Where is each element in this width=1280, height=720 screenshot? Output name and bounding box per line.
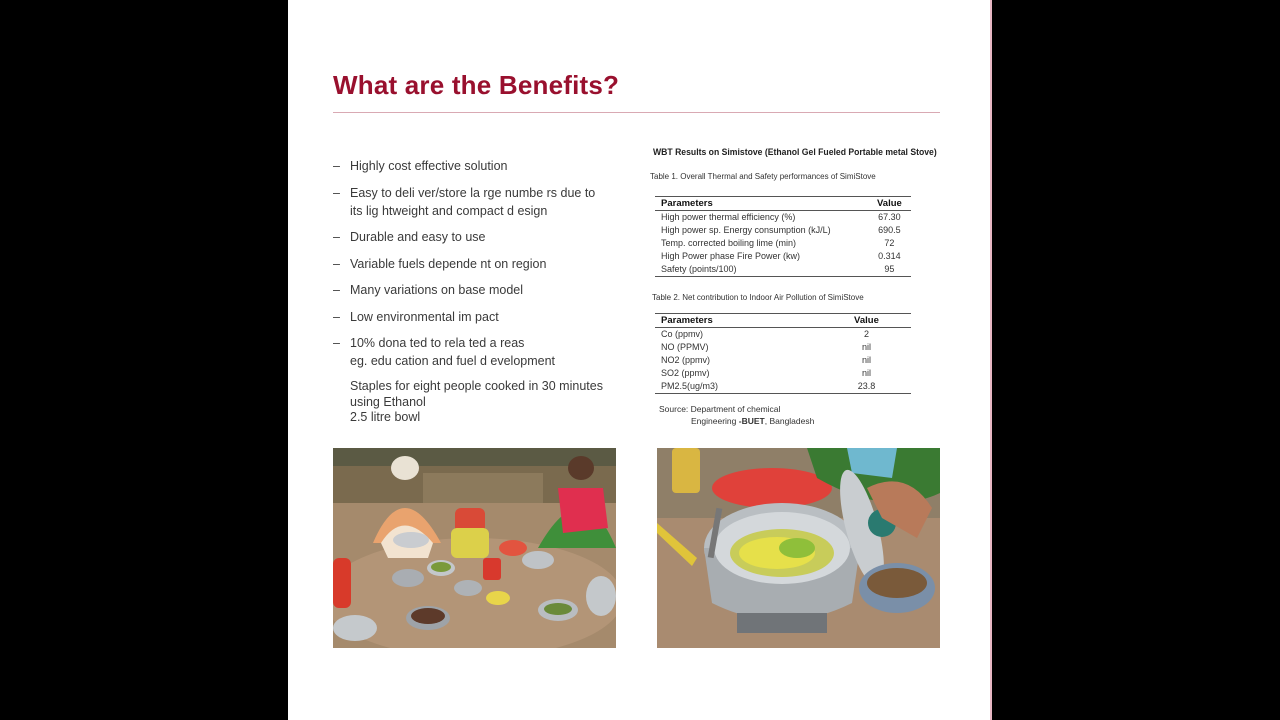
parameter-cell: SO2 (ppmv) bbox=[661, 368, 710, 378]
bullet-text: Highly cost effective solution bbox=[350, 159, 508, 173]
list-item bbox=[333, 308, 623, 326]
value-cell: nil bbox=[861, 342, 871, 352]
table-row bbox=[655, 367, 911, 380]
table-row bbox=[655, 354, 911, 367]
bullet-dash: – bbox=[333, 256, 340, 271]
bullet-text: Durable and easy to use bbox=[350, 230, 486, 244]
parameter-cell: High power sp. Energy consumption (kJ/L) bbox=[661, 225, 831, 235]
cooking-note bbox=[350, 379, 603, 426]
parameter-cell: High Power phase Fire Power (kw) bbox=[661, 251, 801, 261]
bullet-text-continued: its lig htweight and compact d esign bbox=[350, 203, 548, 218]
parameter-cell: Temp. corrected boiling lime (min) bbox=[661, 238, 797, 248]
bullet-text: 10% dona ted to rela ted a reas bbox=[350, 336, 525, 350]
table-row bbox=[655, 237, 911, 250]
bullet-dash: – bbox=[333, 283, 340, 297]
parameter-cell: PM2.5(ug/m3) bbox=[661, 381, 719, 391]
bullet-text: Low environmental im pact bbox=[350, 309, 499, 324]
air-pollution-table bbox=[655, 313, 911, 394]
value-cell: nil bbox=[861, 355, 871, 365]
table-row bbox=[655, 224, 911, 237]
bullet-dash: – bbox=[333, 309, 340, 324]
source-dept: Engineering bbox=[691, 416, 739, 426]
parameter-cell: Co (ppmv) bbox=[661, 329, 704, 339]
value-cell: 23.8 bbox=[857, 381, 876, 391]
table-row bbox=[655, 263, 911, 277]
value-cell: 72 bbox=[884, 238, 895, 248]
cooking-group-photo bbox=[333, 448, 616, 648]
column-header: Value bbox=[854, 315, 879, 326]
note-line: 2.5 litre bowl bbox=[350, 410, 421, 424]
note-line: using Ethanol bbox=[350, 394, 426, 409]
wbt-results-title: WBT Results on Simistove (Ethanol Gel Fueled Portable metal Stove) bbox=[653, 147, 937, 157]
presentation-slide bbox=[288, 0, 990, 720]
source-line: Source: Department of chemical bbox=[659, 404, 781, 414]
bullet-dash: – bbox=[333, 230, 340, 244]
source-line-2 bbox=[659, 415, 814, 427]
value-cell: 2 bbox=[863, 329, 869, 339]
bullet-text: Variable fuels depende nt on region bbox=[350, 256, 547, 271]
table-header-row bbox=[655, 314, 911, 328]
parameter-cell: Safety (points/100) bbox=[661, 264, 737, 274]
table-header-row bbox=[655, 197, 911, 211]
bullet-dash: – bbox=[333, 185, 340, 200]
table-row bbox=[655, 250, 911, 263]
thermal-performance-table bbox=[655, 196, 911, 277]
list-item bbox=[333, 255, 623, 273]
table2-caption: Table 2. Net contribution to Indoor Air Pollution of SimiStove bbox=[652, 293, 864, 302]
source-country: , Bangladesh bbox=[764, 416, 815, 426]
table-row bbox=[655, 341, 911, 354]
value-cell: 690.5 bbox=[878, 225, 901, 235]
table-row bbox=[655, 211, 911, 225]
source-institution: -BUET bbox=[738, 416, 765, 426]
source-note bbox=[659, 403, 814, 427]
bullet-dash: – bbox=[333, 336, 340, 350]
parameter-cell: NO (PPMV) bbox=[661, 342, 709, 352]
list-item bbox=[333, 334, 623, 370]
list-item bbox=[333, 228, 623, 246]
value-cell: 0.314 bbox=[878, 251, 901, 261]
table-row bbox=[655, 380, 911, 394]
bullet-text-continued: eg. edu cation and fuel d evelopment bbox=[350, 354, 556, 368]
list-item bbox=[333, 281, 623, 299]
note-line: Staples for eight people cooked in 30 minutes bbox=[350, 379, 603, 393]
column-header: Value bbox=[877, 198, 902, 209]
slide-edge-line bbox=[990, 0, 992, 720]
list-item bbox=[333, 157, 623, 175]
value-cell: 95 bbox=[884, 264, 895, 274]
benefits-list bbox=[333, 157, 623, 379]
title-divider bbox=[333, 112, 940, 113]
bullet-dash: – bbox=[333, 159, 340, 173]
value-cell: nil bbox=[861, 368, 871, 378]
bullet-text: Easy to deli ver/store la rge numbe rs due to bbox=[350, 185, 596, 200]
parameter-cell: High power thermal efficiency (%) bbox=[661, 212, 796, 222]
column-header: Parameters bbox=[661, 315, 713, 326]
slide-title: What are the Benefits? bbox=[333, 70, 620, 100]
table1-caption: Table 1. Overall Thermal and Safety performances of SimiStove bbox=[650, 172, 876, 181]
parameter-cell: NO2 (ppmv) bbox=[661, 355, 711, 365]
bullet-text: Many variations on base model bbox=[350, 283, 524, 297]
column-header: Parameters bbox=[661, 198, 713, 209]
list-item bbox=[333, 184, 623, 220]
value-cell: 67.30 bbox=[878, 212, 901, 222]
stove-pot-photo bbox=[657, 448, 940, 648]
table-row bbox=[655, 328, 911, 342]
